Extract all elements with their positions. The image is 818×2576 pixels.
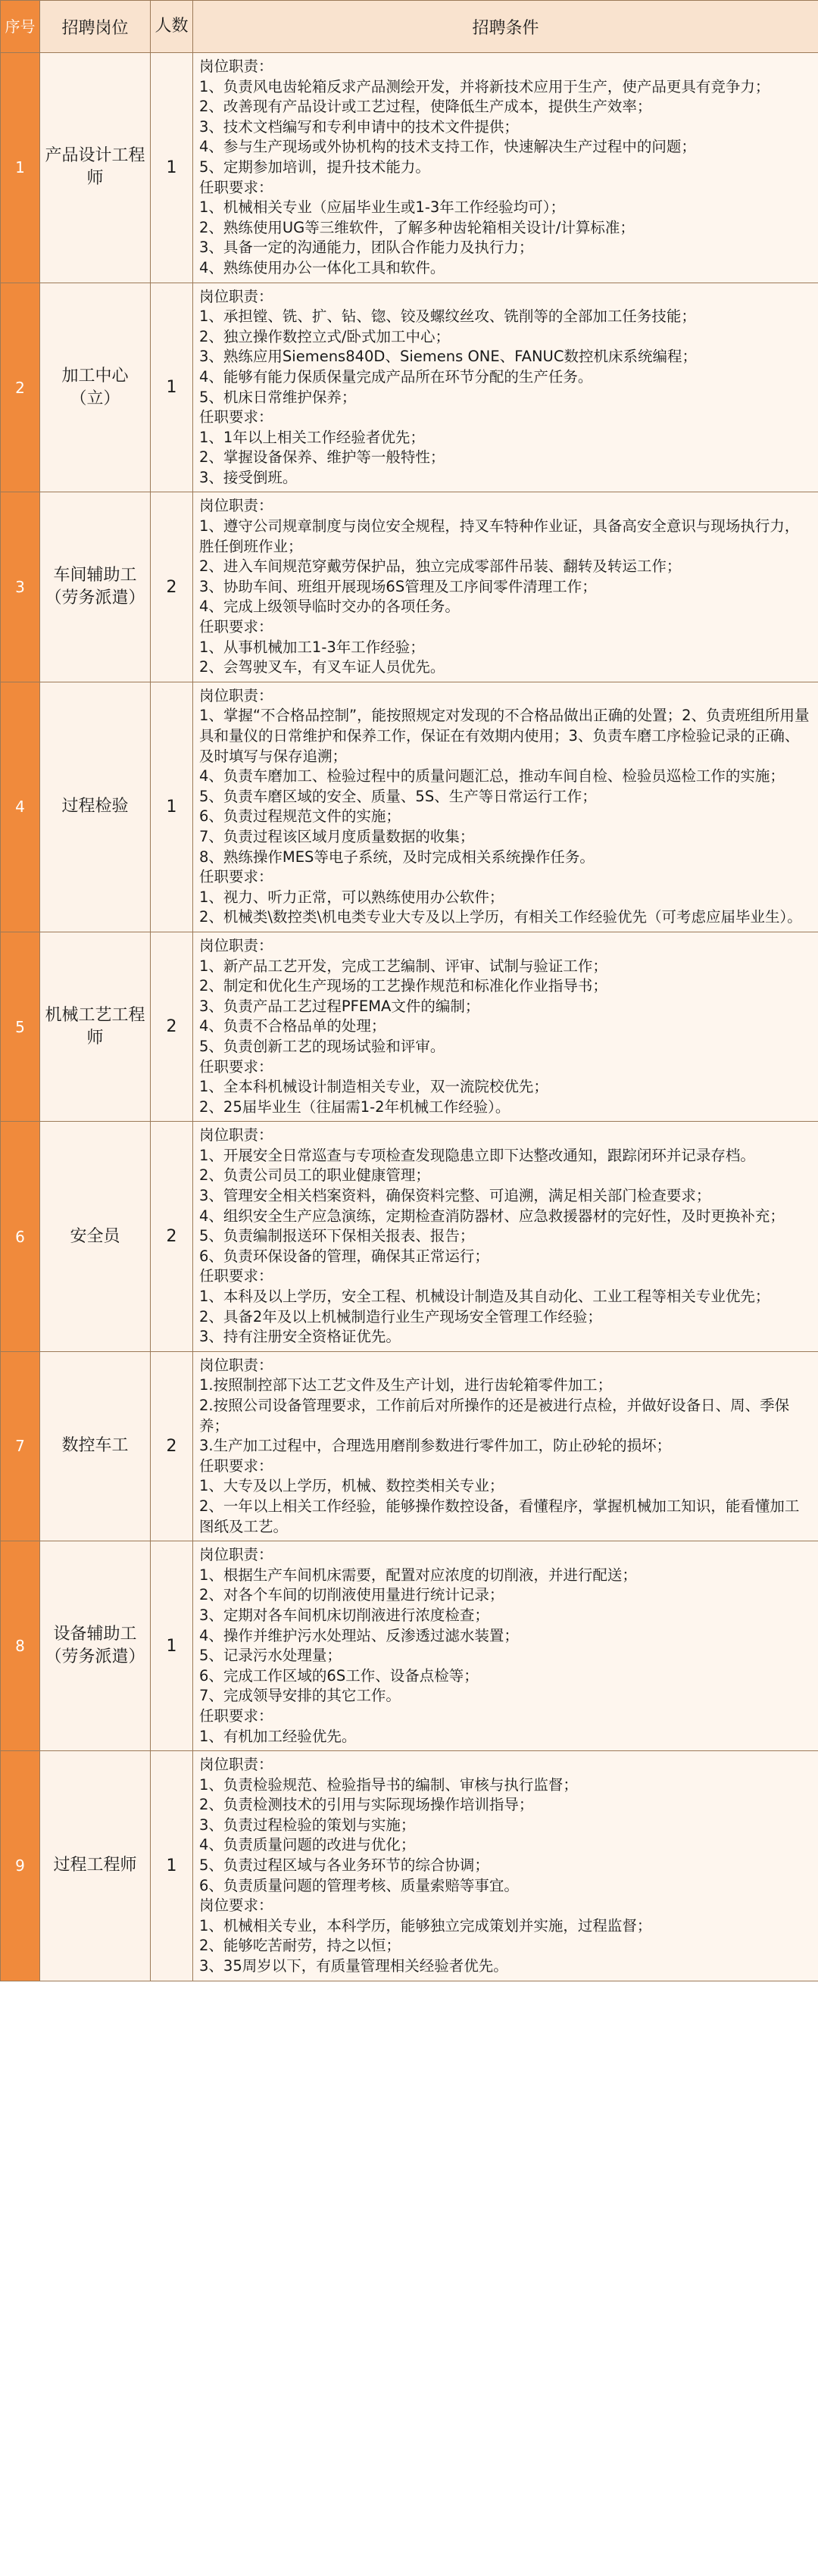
requirement-line: 3、协助车间、班组开展现场6S管理及工序间零件清理工作； bbox=[199, 577, 597, 595]
header-title-label: 招聘岗位 bbox=[61, 18, 129, 38]
header-title bbox=[40, 1, 151, 53]
requirement-line: 3、技术文档编写和专利申请中的技术文件提供； bbox=[199, 117, 519, 136]
requirement-line: 2、具备2年及以上机械制造行业生产现场安全管理工作经验； bbox=[199, 1307, 602, 1325]
position-title: 安全员 bbox=[40, 1122, 151, 1352]
requirement-line: 2、负责检测技术的引用与实际现场操作培训指导； bbox=[199, 1796, 534, 1814]
row-number: 8 bbox=[1, 1541, 40, 1751]
requirement-line: 2、机械类\数控类\机电类专业大专及以上学历，有相关工作经验优先（可考虑应届毕业生）。 bbox=[199, 908, 802, 926]
requirement-line: 1.按照制控部下达工艺文件及生产计划，进行齿轮箱零件加工； bbox=[199, 1376, 613, 1394]
table-row bbox=[1, 1351, 818, 1541]
requirement-line: 6、负责环保设备的管理，确保其正常运行； bbox=[199, 1247, 489, 1265]
requirement-line: 7、负责过程该区域月度质量数据的收集； bbox=[199, 827, 475, 845]
requirement-line: 6、负责质量问题的管理考核、质量索赔等事宜。 bbox=[199, 1876, 519, 1894]
requirement-line: 6、负责过程规范文件的实施； bbox=[199, 807, 401, 826]
requirement-line: 任职要求： bbox=[199, 1057, 273, 1076]
table-header-row bbox=[1, 1, 818, 53]
headcount: 1 bbox=[151, 53, 193, 283]
row-number: 9 bbox=[1, 1751, 40, 1981]
row-number: 1 bbox=[1, 53, 40, 283]
requirement-line: 1、负责检验规范、检验指导书的编制、审核与执行监督； bbox=[199, 1775, 578, 1794]
requirement-line: 2.按照公司设备管理要求，工作前后对所操作的还是被进行点检，并做好设备日、周、季保养； bbox=[199, 1397, 790, 1435]
requirement-line: 岗位职责： bbox=[199, 497, 273, 515]
requirement-line: 2、一年以上相关工作经验，能够操作数控设备，看懂程序，掌握机械加工知识，能看懂加工图纸及工艺。 bbox=[199, 1497, 800, 1535]
requirement-line: 4、能够有能力保质保量完成产品所在环节分配的生产任务。 bbox=[199, 367, 593, 386]
requirement-line: 3、管理安全相关档案资料，确保资料完整、可追溯，满足相关部门检查要求； bbox=[199, 1187, 711, 1205]
position-title: 车间辅助工（劳务派遣） bbox=[40, 492, 151, 682]
header-requirements-label: 招聘条件 bbox=[472, 18, 539, 38]
requirements-cell bbox=[193, 283, 818, 492]
position-title: 加工中心（立） bbox=[40, 283, 151, 492]
requirement-line: 3、熟练应用Siemens840D、Siemens ONE、FANUC数控机床系统编程； bbox=[199, 348, 697, 366]
requirement-line: 1、视力、听力正常，可以熟练使用办公软件； bbox=[199, 888, 504, 906]
position-title: 产品设计工程师 bbox=[40, 53, 151, 283]
requirement-line: 岗位职责： bbox=[199, 287, 273, 305]
table-row bbox=[1, 932, 818, 1121]
row-number: 6 bbox=[1, 1122, 40, 1352]
requirement-line: 1、有机加工经验优先。 bbox=[199, 1727, 357, 1745]
requirement-line: 5、定期参加培训，提升技术能力。 bbox=[199, 158, 430, 176]
requirement-line: 任职要求： bbox=[199, 868, 273, 886]
requirements-cell bbox=[193, 1351, 818, 1541]
position-title: 设备辅助工（劳务派遣） bbox=[40, 1541, 151, 1751]
row-number: 7 bbox=[1, 1351, 40, 1541]
requirement-line: 1、全本科机械设计制造相关专业，双一流院校优先； bbox=[199, 1078, 548, 1096]
requirement-line: 1、本科及以上学历，安全工程、机械设计制造及其自动化、工业工程等相关专业优先； bbox=[199, 1288, 770, 1306]
headcount: 2 bbox=[151, 1122, 193, 1352]
requirement-line: 2、对各个车间的切削液使用量进行统计记录； bbox=[199, 1586, 504, 1604]
requirements-cell bbox=[193, 1751, 818, 1981]
requirement-line: 1、1年以上相关工作经验者优先； bbox=[199, 428, 425, 446]
requirement-line: 4、负责车磨加工、检验过程中的质量问题汇总，推动车间自检、检验员巡检工作的实施； bbox=[199, 767, 785, 785]
requirement-line: 1、新产品工艺开发，完成工艺编制、评审、试制与验证工作； bbox=[199, 957, 607, 975]
requirement-line: 1、掌握“不合格品控制”，能按照规定对发现的不合格品做出正确的处置；2、负责班组所用量具和量仪的日常维护和保养工作，保证在有效期内使用；3、负责车磨工序检验记录的正确、及时填写与保存追溯； bbox=[199, 707, 810, 765]
requirement-line: 2、会驾驶叉车，有叉车证人员优先。 bbox=[199, 658, 445, 676]
requirements-cell bbox=[193, 1541, 818, 1751]
requirement-line: 1、大专及以上学历，机械、数控类相关专业； bbox=[199, 1477, 504, 1495]
headcount: 1 bbox=[151, 1751, 193, 1981]
header-num bbox=[1, 1, 40, 53]
table-row bbox=[1, 682, 818, 932]
requirement-line: 3、负责产品工艺过程PFEMA文件的编制； bbox=[199, 997, 480, 1015]
requirement-line: 2、独立操作数控立式/卧式加工中心； bbox=[199, 327, 450, 345]
position-title: 过程工程师 bbox=[40, 1751, 151, 1981]
requirements-cell bbox=[193, 53, 818, 283]
requirement-line: 3、35周岁以下，有质量管理相关经验者优先。 bbox=[199, 1957, 508, 1975]
requirement-line: 5、负责编制报送环下保相关报表、报告； bbox=[199, 1227, 475, 1245]
requirement-line: 2、掌握设备保养、维护等一般特性； bbox=[199, 448, 445, 467]
requirement-line: 3、持有注册安全资格证优先。 bbox=[199, 1328, 401, 1346]
requirement-line: 2、能够吃苦耐劳，持之以恒； bbox=[199, 1937, 401, 1955]
requirement-line: 1、开展安全日常巡查与专项检查发现隐患立即下达整改通知，跟踪闭环并记录存档。 bbox=[199, 1146, 755, 1164]
requirement-line: 岗位职责： bbox=[199, 1756, 273, 1774]
requirement-line: 1、负责风电齿轮箱反求产品测绘开发，并将新技术应用于生产，使产品更具有竞争力； bbox=[199, 77, 770, 95]
row-number: 3 bbox=[1, 492, 40, 682]
position-title: 机械工艺工程师 bbox=[40, 932, 151, 1121]
table-row bbox=[1, 1751, 818, 1981]
requirement-line: 5、记录污水处理量； bbox=[199, 1647, 342, 1665]
position-title: 数控车工 bbox=[40, 1351, 151, 1541]
requirements-cell bbox=[193, 682, 818, 932]
headcount: 1 bbox=[151, 283, 193, 492]
requirements-cell bbox=[193, 932, 818, 1121]
requirement-line: 岗位职责： bbox=[199, 936, 273, 954]
requirement-line: 4、组织安全生产应急演练，定期检查消防器材、应急救援器材的完好性，及时更换补充； bbox=[199, 1207, 785, 1225]
row-number: 2 bbox=[1, 283, 40, 492]
requirement-line: 8、熟练操作MES等电子系统，及时完成相关系统操作任务。 bbox=[199, 848, 595, 866]
requirements-cell bbox=[193, 492, 818, 682]
requirement-line: 岗位职责： bbox=[199, 58, 273, 75]
requirement-line: 任职要求： bbox=[199, 1267, 273, 1285]
header-count bbox=[151, 1, 193, 53]
requirement-line: 2、制定和优化生产现场的工艺操作规范和标准化作业指导书； bbox=[199, 977, 607, 995]
table-row bbox=[1, 53, 818, 283]
requirement-line: 任职要求： bbox=[199, 178, 273, 196]
requirement-line: 岗位职责： bbox=[199, 1356, 273, 1374]
requirement-line: 2、改善现有产品设计或工艺过程，使降低生产成本，提供生产效率； bbox=[199, 98, 652, 116]
requirement-line: 任职要求： bbox=[199, 408, 273, 426]
requirement-line: 3、接受倒班。 bbox=[199, 468, 298, 486]
requirement-line: 4、完成上级领导临时交办的各项任务。 bbox=[199, 598, 460, 616]
row-number: 5 bbox=[1, 932, 40, 1121]
requirement-line: 5、负责创新工艺的现场试验和评审。 bbox=[199, 1037, 445, 1055]
header-count-label: 人数 bbox=[155, 17, 189, 36]
table-row bbox=[1, 283, 818, 492]
requirement-line: 岗位要求： bbox=[199, 1897, 273, 1915]
requirement-line: 4、参与生产现场或外协机构的技术支持工作，快速解决生产过程中的问题； bbox=[199, 138, 696, 156]
requirement-line: 2、负责公司员工的职业健康管理； bbox=[199, 1166, 430, 1185]
headcount: 1 bbox=[151, 1541, 193, 1751]
requirement-line: 6、完成工作区域的6S工作、设备点检等； bbox=[199, 1666, 479, 1685]
requirement-line: 7、完成领导安排的其它工作。 bbox=[199, 1687, 401, 1705]
requirement-line: 3、定期对各车间机床切削液进行浓度检查； bbox=[199, 1606, 489, 1624]
requirement-line: 1、遵守公司规章制度与岗位安全规程，持叉车特种作业证，具备高安全意识与现场执行力，胜任倒班作业； bbox=[199, 517, 800, 555]
requirement-line: 3.生产加工过程中，合理选用磨削参数进行零件加工，防止砂轮的损坏； bbox=[199, 1437, 672, 1455]
requirement-line: 1、从事机械加工1-3年工作经验； bbox=[199, 638, 425, 656]
requirement-line: 5、负责车磨区域的安全、质量、5S、生产等日常运行工作； bbox=[199, 787, 597, 805]
header-requirements bbox=[193, 1, 818, 53]
requirement-line: 1、机械相关专业，本科学历，能够独立完成策划并实施，过程监督； bbox=[199, 1916, 652, 1934]
headcount: 1 bbox=[151, 682, 193, 932]
requirement-line: 岗位职责： bbox=[199, 686, 273, 704]
requirement-line: 2、进入车间规范穿戴劳保护品，独立完成零部件吊装、翻转及转运工作； bbox=[199, 557, 682, 576]
requirement-line: 2、熟练使用UG等三维软件，了解多种齿轮箱相关设计/计算标准； bbox=[199, 218, 635, 236]
requirement-line: 4、熟练使用办公一体化工具和软件。 bbox=[199, 258, 445, 276]
requirement-line: 岗位职责： bbox=[199, 1546, 273, 1564]
requirement-line: 1、承担镗、铣、扩、钻、锪、铰及螺纹丝攻、铣削等的全部加工任务技能； bbox=[199, 308, 696, 326]
requirement-line: 岗位职责： bbox=[199, 1126, 273, 1144]
requirement-line: 任职要求： bbox=[199, 618, 273, 636]
header-num-label: 序号 bbox=[5, 17, 36, 36]
requirement-line: 4、负责质量问题的改进与优化； bbox=[199, 1836, 416, 1854]
requirement-line: 2、25届毕业生（往届需1-2年机械工作经验）。 bbox=[199, 1098, 510, 1116]
requirements-cell bbox=[193, 1122, 818, 1352]
requirement-line: 3、具备一定的沟通能力，团队合作能力及执行力； bbox=[199, 239, 534, 257]
requirement-line: 3、负责过程检验的策划与实施； bbox=[199, 1816, 416, 1834]
headcount: 2 bbox=[151, 492, 193, 682]
requirement-line: 任职要求： bbox=[199, 1706, 273, 1725]
requirement-line: 1、机械相关专业（应届毕业生或1-3年工作经验均可）； bbox=[199, 198, 566, 217]
table-row bbox=[1, 492, 818, 682]
requirement-line: 4、负责不合格品单的处理； bbox=[199, 1017, 386, 1035]
table-row bbox=[1, 1541, 818, 1751]
position-title: 过程检验 bbox=[40, 682, 151, 932]
table-row bbox=[1, 1122, 818, 1352]
requirement-line: 5、负责过程区域与各业务环节的综合协调； bbox=[199, 1856, 489, 1875]
row-number: 4 bbox=[1, 682, 40, 932]
requirement-line: 5、机床日常维护保养； bbox=[199, 388, 357, 406]
headcount: 2 bbox=[151, 1351, 193, 1541]
requirement-line: 4、操作并维护污水处理站、反渗透过滤水装置； bbox=[199, 1626, 519, 1644]
headcount: 2 bbox=[151, 932, 193, 1121]
requirement-line: 任职要求： bbox=[199, 1457, 273, 1475]
requirement-line: 1、根据生产车间机床需要，配置对应浓度的切削液，并进行配送； bbox=[199, 1566, 637, 1584]
